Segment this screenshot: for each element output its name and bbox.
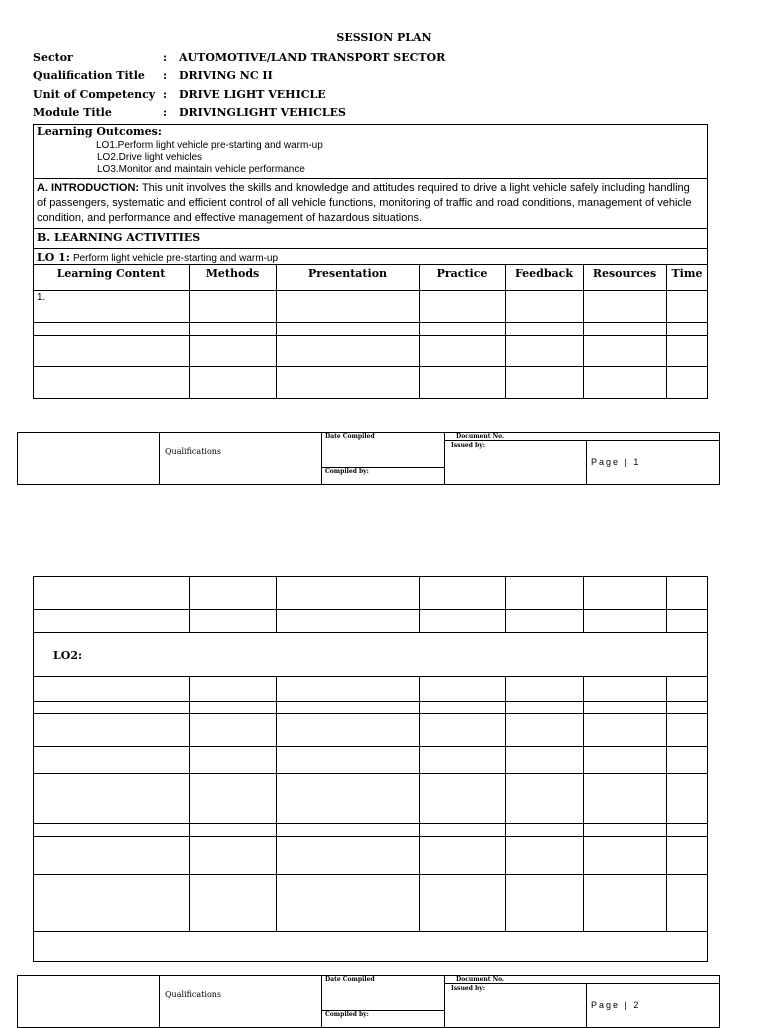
document-title: SESSION PLAN: [336, 31, 432, 44]
table-cell: 1.: [37, 292, 46, 303]
intro-line: [37, 181, 690, 196]
intro-line: of passengers, systematic and efficient control of all vehicle functions, monitoring of traffic and road conditions, management of vehicle: [37, 197, 692, 209]
divider: [33, 228, 708, 229]
column-header: Time: [671, 267, 703, 280]
activities-label: B. LEARNING ACTIVITIES: [37, 231, 201, 244]
row-line: [33, 746, 708, 747]
row-line: [33, 676, 708, 677]
row-line: [33, 322, 708, 323]
column-header: Methods: [205, 267, 260, 280]
lo1-text: Perform light vehicle pre-starting and warm-up: [72, 253, 279, 264]
footer-page-number: Page | 1: [591, 457, 641, 467]
grid-line: [189, 264, 190, 399]
grid-line: [159, 432, 160, 485]
footer-qualifications: Qualifications: [165, 447, 222, 456]
grid-line: [276, 264, 277, 399]
header-sep: :: [163, 51, 168, 64]
table-border: [33, 576, 708, 962]
header-value-sector: AUTOMOTIVE/LAND TRANSPORT SECTOR: [179, 51, 446, 64]
column-header: Resources: [592, 267, 657, 280]
column-header: Presentation: [307, 267, 388, 280]
header-value-module: DRIVINGLIGHT VEHICLES: [179, 106, 346, 119]
grid-line: [419, 576, 420, 632]
row-line: [33, 290, 708, 291]
header-value-qualification: DRIVING NC II: [179, 69, 273, 82]
row-line: [33, 335, 708, 336]
grid-line: [276, 576, 277, 632]
grid-line: [159, 975, 160, 1028]
row-line: [33, 874, 708, 875]
grid-line: [583, 264, 584, 399]
grid-line: [666, 264, 667, 399]
grid-line: [189, 576, 190, 632]
column-header: Learning Content: [56, 267, 166, 280]
row-line: [33, 701, 708, 702]
intro-line: condition, and performance and effective management of hazardous situations.: [37, 212, 423, 224]
footer-document-no: Document No.: [456, 976, 505, 983]
divider: [33, 248, 708, 249]
intro-text: This unit involves the skills and knowledge and attitudes required to drive a light vehicle safely including handling: [141, 182, 690, 194]
grid-line: [321, 432, 322, 485]
footer-compiled-by: Compiled by:: [325, 468, 369, 475]
grid-line: [586, 983, 587, 1028]
grid-line: [321, 975, 322, 1028]
footer-date-compiled: Date Compiled: [325, 976, 375, 983]
footer-qualifications: Qualifications: [165, 990, 222, 999]
row-line: [33, 632, 708, 633]
grid-line: [276, 676, 277, 931]
row-line: [33, 366, 708, 367]
divider: [33, 178, 708, 179]
header-label-qualification: Qualification Title: [33, 69, 145, 82]
intro-label: A. INTRODUCTION:: [37, 182, 140, 194]
row-line: [33, 773, 708, 774]
header-sep: :: [163, 69, 168, 82]
header-value-unit: DRIVE LIGHT VEHICLE: [179, 88, 326, 101]
outcome-item: LO1.Perform light vehicle pre-starting and warm-up: [96, 140, 323, 151]
header-label-sector: Sector: [33, 51, 73, 64]
footer-issued-by: Issued by:: [451, 985, 485, 992]
grid-line: [666, 676, 667, 931]
grid-line: [419, 676, 420, 931]
grid-line: [586, 440, 587, 485]
lo1-label: LO 1:: [37, 251, 70, 264]
row-line: [33, 713, 708, 714]
footer-page-number: Page | 2: [591, 1000, 641, 1010]
grid-line: [505, 264, 506, 399]
grid-line: [189, 676, 190, 931]
header-sep: :: [163, 88, 168, 101]
grid-line: [505, 676, 506, 931]
lo2-label: LO2:: [53, 649, 83, 662]
grid-line: [583, 576, 584, 632]
row-line: [33, 609, 708, 610]
header-label-unit: Unit of Competency: [33, 88, 156, 101]
grid-line: [666, 576, 667, 632]
grid-line: [505, 576, 506, 632]
divider: [33, 264, 708, 265]
row-line: [444, 983, 720, 984]
footer-document-no: Document No.: [456, 433, 505, 440]
column-header: Practice: [436, 267, 488, 280]
footer-issued-by: Issued by:: [451, 442, 485, 449]
footer-date-compiled: Date Compiled: [325, 433, 375, 440]
grid-line: [583, 676, 584, 931]
row-line: [33, 836, 708, 837]
row-line: [33, 823, 708, 824]
outcome-item: LO2.Drive light vehicles: [97, 152, 203, 163]
outcome-item: LO3.Monitor and maintain vehicle performance: [97, 164, 305, 175]
header-sep: :: [163, 106, 168, 119]
grid-line: [419, 264, 420, 399]
outcomes-label: Learning Outcomes:: [37, 125, 162, 138]
header-label-module: Module Title: [33, 106, 112, 119]
footer-compiled-by: Compiled by:: [325, 1011, 369, 1018]
row-line: [33, 931, 708, 932]
row-line: [444, 440, 720, 441]
column-header: Feedback: [514, 267, 574, 280]
